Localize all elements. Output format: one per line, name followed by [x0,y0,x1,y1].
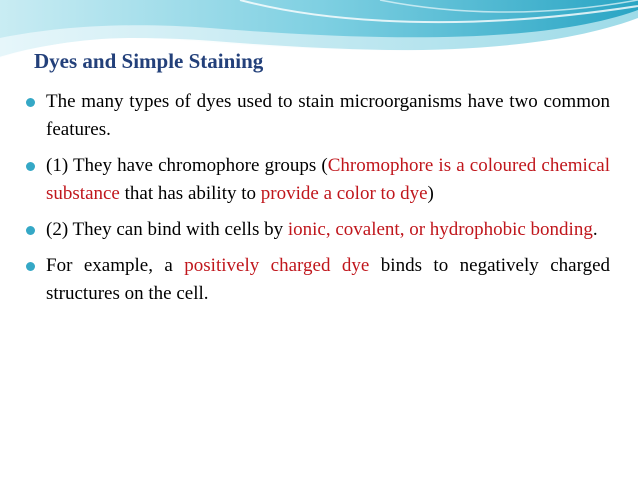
bullet-dot-icon [26,262,35,271]
bullet-dot-icon [26,226,35,235]
bullet-text: The many types of dyes used to stain microorganisms have two common features. [46,91,610,140]
bullet-text: For example, a [46,255,185,276]
bullet-item [26,152,610,208]
bullet-dot-icon [26,162,35,171]
highlighted-text: ionic, covalent, or hydrophobic bonding [287,219,593,240]
bullet-text: (1) They have chromophore groups ( [46,155,328,176]
bullet-text: . [592,219,598,240]
slide-title: Dyes and Simple Staining [34,49,264,73]
bullet-item [26,252,610,308]
bullet-item [26,88,610,144]
highlighted-text: provide a color to dye [260,183,428,204]
bullet-list [26,88,610,316]
bullet-text: (2) They can bind with cells by [46,219,288,240]
bullet-text: ) [427,183,434,204]
bullet-text: binds to negatively charged structures on the cell. [46,255,610,304]
bullet-item [26,216,610,244]
bullet-dot-icon [26,98,35,107]
bullet-text: that has ability to [119,183,261,204]
highlighted-text: Chromophore is a coloured chemical substance [46,155,610,204]
highlighted-text: positively charged dye [184,255,370,276]
